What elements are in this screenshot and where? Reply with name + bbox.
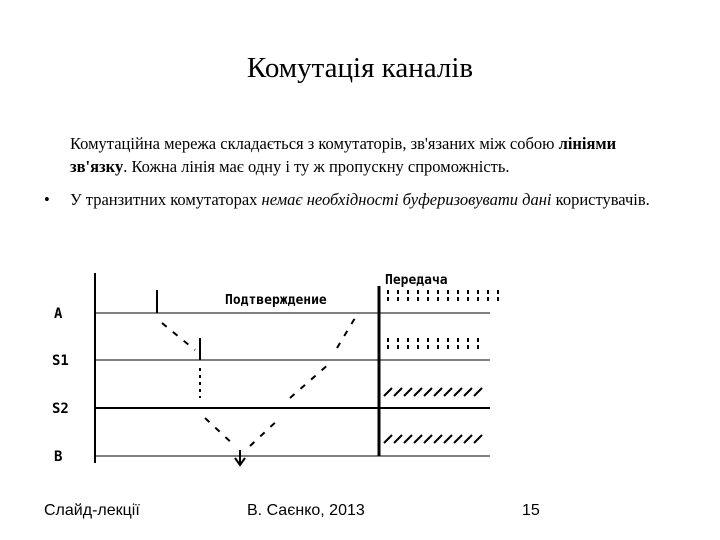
footer-lecture-label: Слайд-лекції — [44, 502, 140, 519]
row-label-b: B — [54, 449, 63, 465]
transfer-data-b — [384, 435, 482, 443]
row-label-s1: S1 — [52, 353, 69, 369]
transfer-label: Передача — [385, 273, 448, 288]
slide-body — [44, 132, 664, 221]
request-path-s2-b — [205, 418, 235, 446]
paragraph-1-bold: лініями зв'язку — [70, 134, 617, 176]
footer-author: В. Саєнко, 2013 — [247, 502, 365, 519]
transfer-data-s2 — [384, 388, 482, 396]
paragraph-1 — [44, 132, 664, 178]
paragraph-2-text-after: користувачів. — [551, 190, 650, 209]
paragraph-1-text-after: . Кожна лінія має одну і ту ж пропускну спроможність. — [123, 157, 510, 176]
bullet-marker: • — [44, 190, 50, 209]
footer-page-number: 15 — [522, 502, 540, 519]
circuit-switching-diagram — [40, 268, 510, 468]
transfer-data-a — [388, 290, 498, 302]
transfer-data-s1 — [388, 338, 478, 350]
row-label-a: A — [54, 306, 63, 322]
paragraph-2 — [44, 188, 664, 211]
row-label-s2: S2 — [52, 401, 69, 417]
confirm-path-b-s2 — [250, 418, 280, 446]
confirm-path-s2-s1 — [290, 363, 330, 398]
confirm-path-s1-a — [337, 318, 355, 348]
paragraph-1-text-before: Комутаційна мережа складається з комутаторів, зв'язаних між собою — [70, 134, 559, 153]
confirm-label: Подтверждение — [225, 293, 327, 308]
slide-title: Комутація каналів — [246, 52, 474, 84]
paragraph-2-text-before: У транзитних комутаторах — [70, 190, 262, 209]
paragraph-2-italic: немає необхідності буферизовувати дані — [261, 190, 552, 209]
request-path-a-s1 — [162, 323, 195, 350]
